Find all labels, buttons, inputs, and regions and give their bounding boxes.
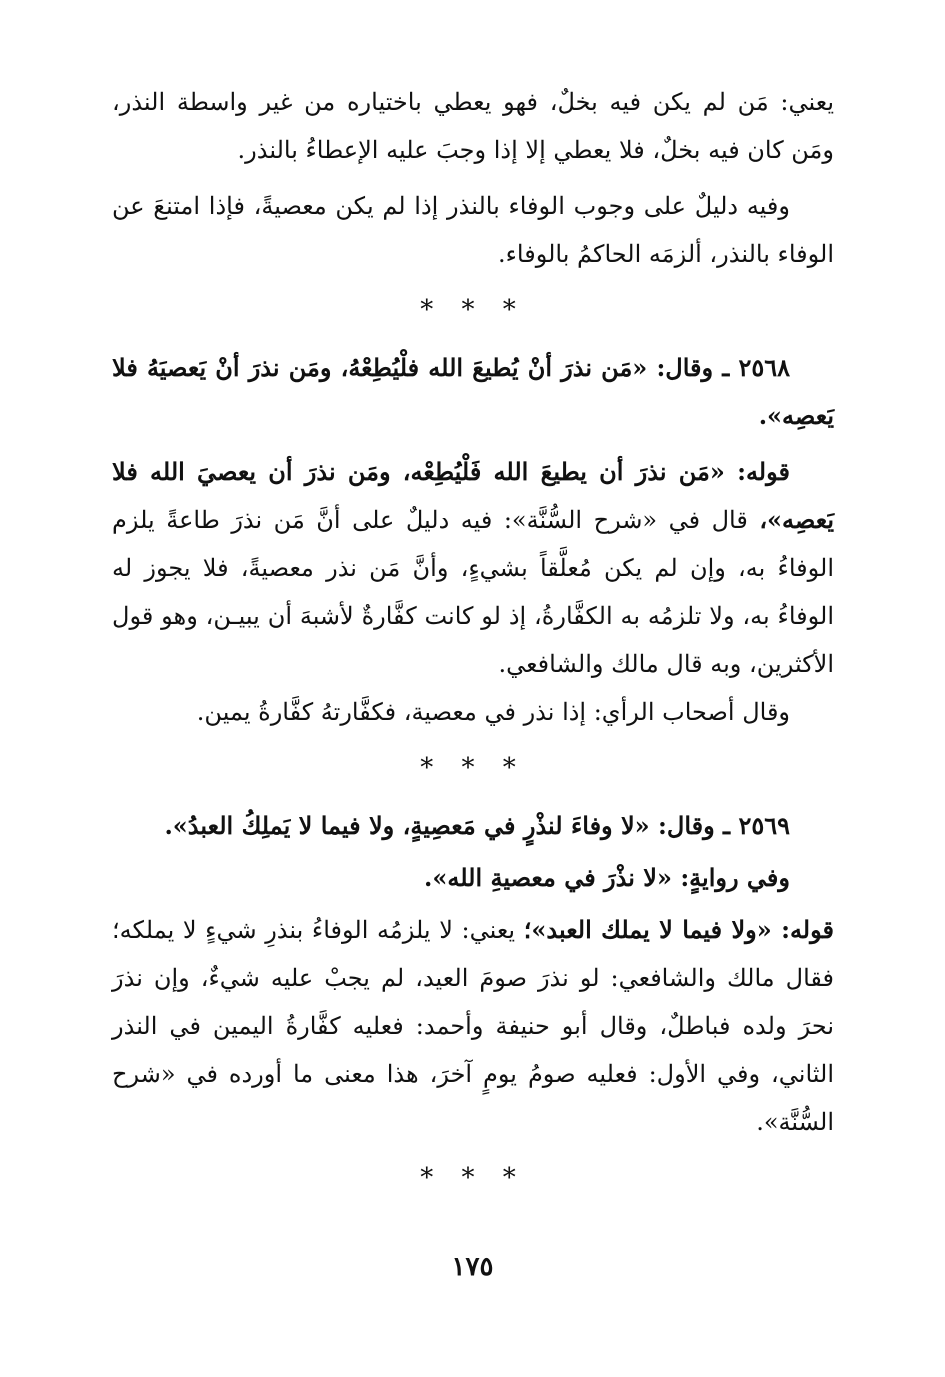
paragraph-1: يعني: مَن لم يكن فيه بخلٌ، فهو يعطي باختياره من غير واسطة النذر، ومَن كان فيه بخلٌ، فلا يعطي إلا إذا وجبَ عليه الإعطاءُ بالنذر. [112, 88, 834, 164]
paragraph-2: وفيه دليلٌ على وجوب الوفاء بالنذر إذا لم يكن معصيةً، فإذا امتنعَ عن الوفاء بالنذر، ألزمَه الحاكمُ بالوفاء. [112, 192, 834, 268]
section-separator-1: * * * [420, 295, 526, 325]
paragraph-4: وقال أصحاب الرأي: إذا نذر في معصية، فكفَّارتهُ كفَّارةُ يمين. [196, 698, 790, 726]
hadith-2568: ٢٥٦٨ ـ وقال: «مَن نذرَ أنْ يُطيعَ الله فلْيُطِعْهُ، ومَن نذرَ أنْ يَعصيَهُ فلا يَعصِه». [112, 353, 834, 430]
commentary-body-2568: قال في «شرح السُّنَّة»: فيه دليلٌ على أنَّ مَن نذرَ طاعةً يلزم الوفاءُ به، وإن لم يكن مُعلَّقاً بشيءٍ، وأنَّ مَن نذر معصيةً، فلا يجوز له الوفاءُ به، ولا تلزمُه به الكفَّارةُ، إذ لو كانت كفَّارةٌ لأشبهَ أن يبيـن، وهو قول الأكثرين، وبه قال مالك والشافعي. [112, 506, 834, 678]
paragraph-3 [112, 448, 834, 688]
section-separator-3: * * * [420, 1163, 526, 1193]
page-number: ١٧٥ [451, 1252, 494, 1282]
hadith-2569-variant: وفي روايةٍ: «لا نذْرَ في معصيةِ الله». [424, 863, 790, 892]
section-separator-2: * * * [420, 753, 526, 783]
paragraph-5 [112, 906, 834, 1146]
commentary-lead-2569: قوله: «ولا فيما لا يملك العبد»؛ [523, 915, 834, 944]
page-body [112, 78, 834, 1212]
commentary-body-2569: يعني: لا يلزمُه الوفاءُ بنذرِ شيءٍ لا يملكه؛ فقال مالك والشافعي: لو نذرَ صومَ العيد، لم يجبْ عليه شيءٌ، وإن نذرَ نحرَ ولده فباطلٌ، وقال أبو حنيفة وأحمد: فعليه كفَّارةُ اليمين في النذر الثاني، وفي الأول: فعليه صومُ يومٍ آخرَ، هذا معنى ما أورده في «شرح السُّنَّة». [112, 916, 834, 1136]
hadith-2569: ٢٥٦٩ ـ وقال: «لا وفاءَ لنذْرٍ في مَعصِيةٍ، ولا فيما لا يَملِكُ العبدُ». [164, 811, 790, 840]
commentary-lead-2568: قوله: «مَن نذرَ أن يطيعَ الله فَلْيُطِعْه، ومَن نذرَ أن يعصيَ الله فلا يَعصِه»، [112, 457, 834, 534]
